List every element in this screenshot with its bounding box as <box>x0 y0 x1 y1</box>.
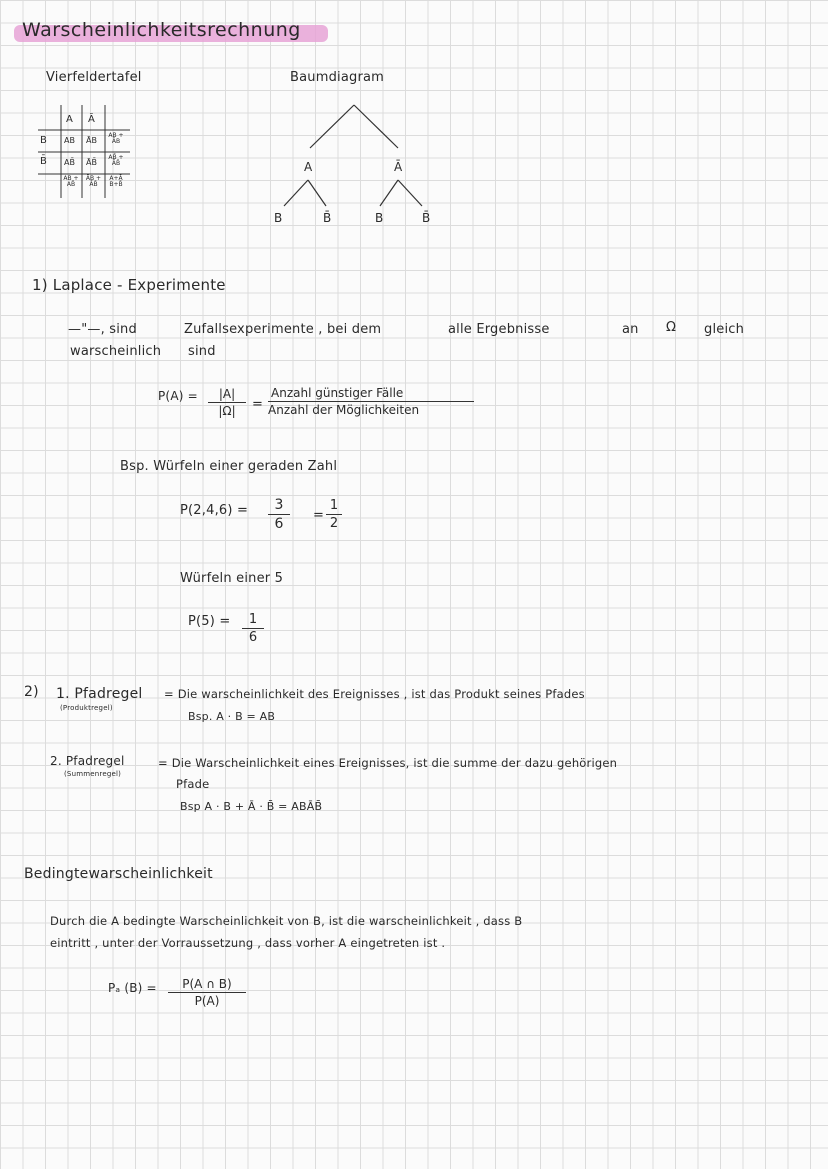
pfad-r2-title: 2. Pfadregel <box>50 754 125 768</box>
vierfelder-r3c2: ĀB + ĀB̄ <box>85 175 102 188</box>
laplace-formula-lhs: P(A) = <box>158 389 198 403</box>
vierfelder-row-bbar: B̄ <box>40 156 47 167</box>
laplace-formula-frac <box>208 387 246 418</box>
laplace-def-1b: Zufallsexperimente , bei dem <box>184 322 382 337</box>
laplace-ex2-den: 6 <box>248 630 258 645</box>
baum-node-a: A <box>304 160 313 174</box>
vierfelder-r1c1: AB <box>64 136 75 145</box>
page-title: Warscheinlichkeitsrechnung <box>22 19 301 41</box>
bedingt-formula-lhs: Pₐ (B) = <box>108 981 157 995</box>
baum-leaf-b2: B <box>375 211 384 225</box>
laplace-ex1-rfrac <box>326 498 342 531</box>
vierfelder-r3c1: AB + AB̄ <box>63 175 79 188</box>
laplace-def-1c: alle Ergebnisse <box>448 322 550 337</box>
vierfelder-row-b: B <box>40 135 47 146</box>
laplace-ex1-eq: = <box>313 508 325 523</box>
pfad-r1-example: Bsp. A · B = AB <box>188 710 276 723</box>
laplace-formula-eq: = <box>252 397 264 412</box>
pfad-r2-example: Bsp A · B + Ā · B̄ = ABĀB̄ <box>180 800 323 813</box>
laplace-ex1-num: 3 <box>268 497 290 515</box>
pfad-r1-sub: (Produktregel) <box>60 704 113 712</box>
baum-leaf-bbar2: B̄ <box>422 211 431 225</box>
laplace-def-1a: —"—, sind <box>68 322 137 337</box>
vierfelder-heading: Vierfeldertafel <box>46 70 142 85</box>
laplace-formula-rfrac <box>268 386 474 417</box>
vierfelder-r3c3: A+Ā B+B̄ <box>109 175 123 188</box>
laplace-ex2-lhs: P(5) = <box>188 614 231 629</box>
laplace-formula-num: |A| <box>208 387 246 403</box>
pfad-r2-text: = Die Warscheinlichkeit eines Ereignisses, ist die summe der dazu gehörigen <box>158 756 618 770</box>
laplace-ex2-frac <box>242 612 264 645</box>
laplace-ex1-lhs: P(2,4,6) = <box>180 503 249 518</box>
laplace-def-1e: Ω <box>666 320 677 335</box>
laplace-def-1d: an <box>622 322 639 337</box>
vierfelder-col-abar: Ā <box>88 114 95 125</box>
laplace-def-2a: warscheinlich <box>70 344 162 359</box>
pfad-r2-sub: (Summenregel) <box>64 770 122 778</box>
laplace-formula-rden: Anzahl der Möglichkeiten <box>268 403 420 417</box>
bedingt-heading: Bedingtewarscheinlichkeit <box>24 866 213 882</box>
laplace-formula-den: |Ω| <box>218 404 236 418</box>
vierfelder-r2c3: AB̄ + ĀB̄ <box>108 154 124 167</box>
vierfelder-r2c2: ĀB̄ <box>86 158 97 167</box>
laplace-def-1f: gleich <box>704 322 745 337</box>
laplace-ex2-num: 1 <box>242 612 264 629</box>
laplace-ex1-rden: 2 <box>329 516 339 531</box>
bedingt-line2: eintritt , unter der Vorraussetzung , dass vorher A eingetreten ist . <box>50 936 446 950</box>
laplace-heading: 1) Laplace - Experimente <box>32 276 226 294</box>
laplace-ex1-den: 6 <box>274 516 284 532</box>
pfad-r1-text: = Die warscheinlichkeit des Ereignisses , ist das Produkt seines Pfades <box>164 687 585 701</box>
pfad-number: 2) <box>24 684 39 700</box>
bedingt-formula-num: P(A ∩ B) <box>168 977 246 993</box>
baum-leaf-b1: B <box>274 211 283 225</box>
laplace-ex1-frac <box>268 497 290 532</box>
laplace-ex1-rnum: 1 <box>326 498 342 515</box>
bedingt-formula-den: P(A) <box>194 994 220 1008</box>
vierfelder-r1c2: ĀB <box>86 136 97 145</box>
baum-leaf-bbar1: B̄ <box>323 211 332 225</box>
vierfelder-col-a: A <box>66 114 73 125</box>
pfad-r2-text2: Pfade <box>176 777 210 791</box>
baum-node-abar: Ā <box>394 160 403 174</box>
vierfelder-r1c3: AB + ĀB <box>108 132 124 145</box>
laplace-def-2b: sind <box>188 344 216 359</box>
baum-heading: Baumdiagram <box>290 70 385 85</box>
bedingt-line1: Durch die A bedingte Warscheinlichkeit von B, ist die warscheinlichkeit , dass B <box>50 914 523 928</box>
vierfelder-r2c1: AB̄ <box>64 158 75 167</box>
bedingt-formula-frac <box>168 977 246 1008</box>
laplace-ex1-label: Bsp. Würfeln einer geraden Zahl <box>120 459 338 474</box>
laplace-formula-rnum: Anzahl günstiger Fälle <box>268 386 474 402</box>
pfad-r1-title: 1. Pfadregel <box>56 686 143 702</box>
laplace-ex2-label: Würfeln einer 5 <box>180 571 284 586</box>
